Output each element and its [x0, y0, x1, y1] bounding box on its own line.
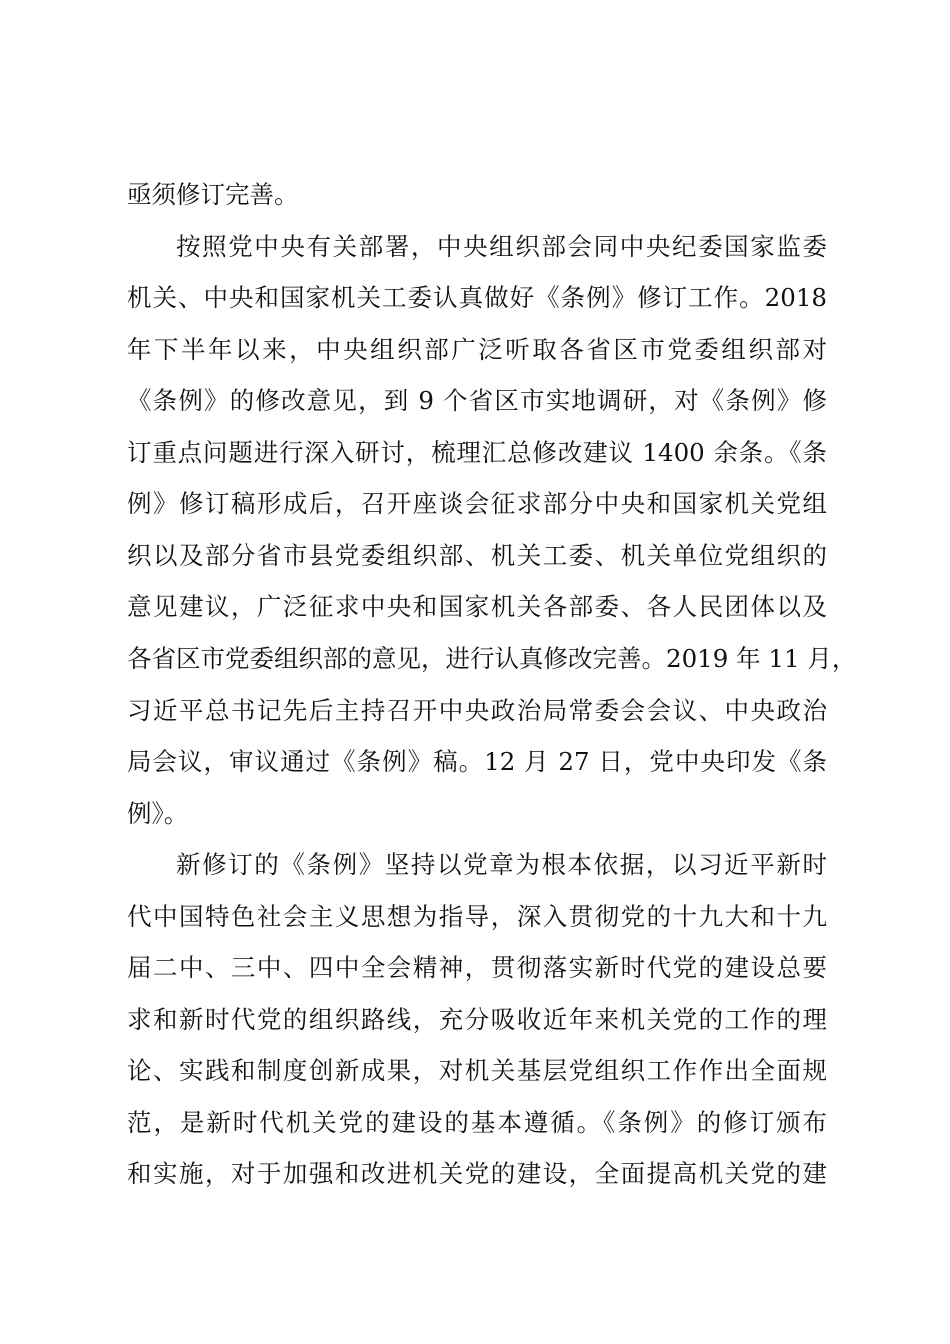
text-line: 论、实践和制度创新成果，对机关基层党组织工作作出全面规 — [127, 1056, 827, 1086]
text-line: 和实施，对于加强和改进机关党的建设，全面提高机关党的建 — [127, 1159, 827, 1189]
text-line: 代中国特色社会主义思想为指导，深入贯彻党的十九大和十九 — [127, 901, 827, 931]
text-line: 范，是新时代机关党的建设的基本遵循。《条例》的修订颁布 — [127, 1107, 827, 1137]
text-line: 求和新时代党的组织路线，充分吸收近年来机关党的工作的理 — [127, 1004, 827, 1034]
text-line: 年下半年以来，中央组织部广泛听取各省区市党委组织部对 — [127, 334, 827, 364]
text-line: 《条例》的修改意见，到 9 个省区市实地调研，对《条例》修 — [127, 386, 827, 416]
text-line: 新修订的《条例》坚持以党章为根本依据，以习近平新时 — [176, 850, 827, 880]
text-line: 各省区市党委组织部的意见，进行认真修改完善。2019 年 11 月， — [127, 643, 857, 673]
text-line: 织以及部分省市县党委组织部、机关工委、机关单位党组织的 — [127, 540, 827, 570]
text-line: 习近平总书记先后主持召开中央政治局常委会会议、中央政治 — [127, 695, 827, 725]
text-line: 意见建议，广泛征求中央和国家机关各部委、各人民团体以及 — [127, 592, 827, 622]
text-line: 按照党中央有关部署，中央组织部会同中央纪委国家监委 — [176, 231, 827, 261]
text-line: 例》修订稿形成后，召开座谈会征求部分中央和国家机关党组 — [127, 489, 827, 519]
text-line: 亟须修订完善。 — [127, 180, 299, 209]
text-line: 机关、中央和国家机关工委认真做好《条例》修订工作。2018 — [127, 283, 827, 313]
text-line: 届二中、三中、四中全会精神，贯彻落实新时代党的建设总要 — [127, 953, 827, 983]
text-line: 局会议，审议通过《条例》稿。12 月 27 日，党中央印发《条 — [127, 747, 827, 777]
text-line: 例》。 — [127, 798, 189, 828]
text-line: 订重点问题进行深入研讨，梳理汇总修改建议 1400 余条。《条 — [127, 437, 827, 467]
